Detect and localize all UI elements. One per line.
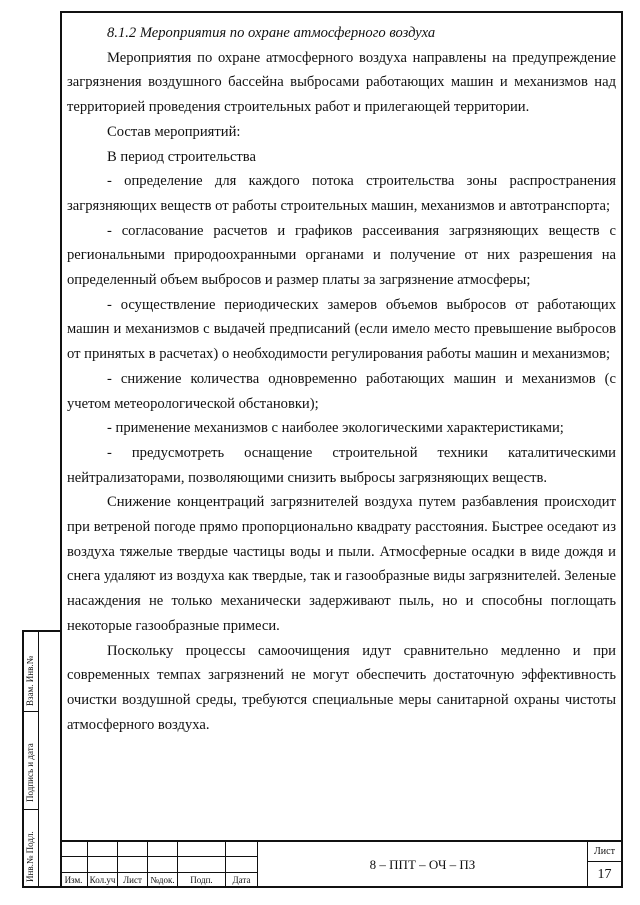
document-body: [67, 21, 616, 737]
side-label-original: Инв.№ Подл.: [25, 831, 35, 882]
sheet-label: Лист: [588, 842, 621, 862]
list-item: - применение механизмов с наиболее экологическими характеристиками;: [107, 420, 564, 437]
stamp-col-change: Изм.: [60, 873, 88, 888]
stamp-col-date: Дата: [226, 873, 258, 888]
paragraph: В период строительства: [107, 148, 256, 165]
document-designation: 8 – ППТ – ОЧ – ПЗ: [258, 842, 588, 888]
stamp-col-signature: Подп.: [178, 873, 226, 888]
stamp-col-count: Кол.уч: [88, 873, 118, 888]
list-item: - снижение количества одновременно работающих машин и механизмов (с учетом метеорологической обстановки);: [67, 370, 616, 412]
list-item: - согласование расчетов и графиков рассеивания загрязняющих веществ с региональными природоохранными органами и получение от них разрешения на определенный объем выбросов и размер платы за загрязнение атмосферы;: [67, 222, 616, 289]
paragraph: Снижение концентраций загрязнителей воздуха путем разбавления происходит при ветреной погоде прямо пропорционально квадрату расстояния. Быстрее оседают из воздуха тяжелые твердые частицы воды и пыли. Атмосферные осадки в виде дождя и снега удаляют из воздуха как твердые, так и газообразные виды загрязнителей. Зеленые насаждения не только механически задерживают пыль, но и способны поглощать некоторые газообразные примеси.: [67, 494, 616, 634]
side-label-signature: Подпись и дата: [25, 743, 35, 802]
stamp-col-doc: №док.: [148, 873, 178, 888]
paragraph: Состав мероприятий:: [107, 123, 241, 140]
list-item: - предусмотреть оснащение строительной техники каталитическими нейтрализаторами, позволяющими снизить выбросы загрязняющих веществ.: [67, 444, 616, 486]
section-heading: 8.1.2 Мероприятия по охране атмосферного воздуха: [107, 25, 436, 41]
stamp-col-sheet: Лист: [118, 873, 148, 888]
list-item: - осуществление периодических замеров объемов выбросов от работающих машин и механизмов с выдачей предписаний (если имело место превышение выбросов от принятых в расчетах) о необходимости регулирования работы машин и механизмов;: [67, 296, 616, 363]
sheet-number: 17: [597, 867, 612, 882]
paragraph: Поскольку процессы самоочищения идут сравнительно медленно и при современных темпах загрязнений не могут обеспечить достаточную эффективность очистки воздушной среды, требуются специальные меры санитарной охраны чистоты атмосферного воздуха.: [67, 642, 616, 733]
paragraph: Мероприятия по охране атмосферного воздуха направлены на предупреждение загрязнения воздушного бассейна выбросами работающих машин и механизмов над территорией проведения строительных работ и прилегающей территории.: [67, 49, 616, 116]
side-strip: [22, 630, 60, 888]
list-item: - определение для каждого потока строительства зоны распространения загрязняющих веществ от работы строительных машин, механизмов и автотранспорта;: [67, 173, 616, 214]
title-block: [60, 840, 623, 890]
side-label-replacement: Взам. Инв.№: [25, 655, 35, 706]
